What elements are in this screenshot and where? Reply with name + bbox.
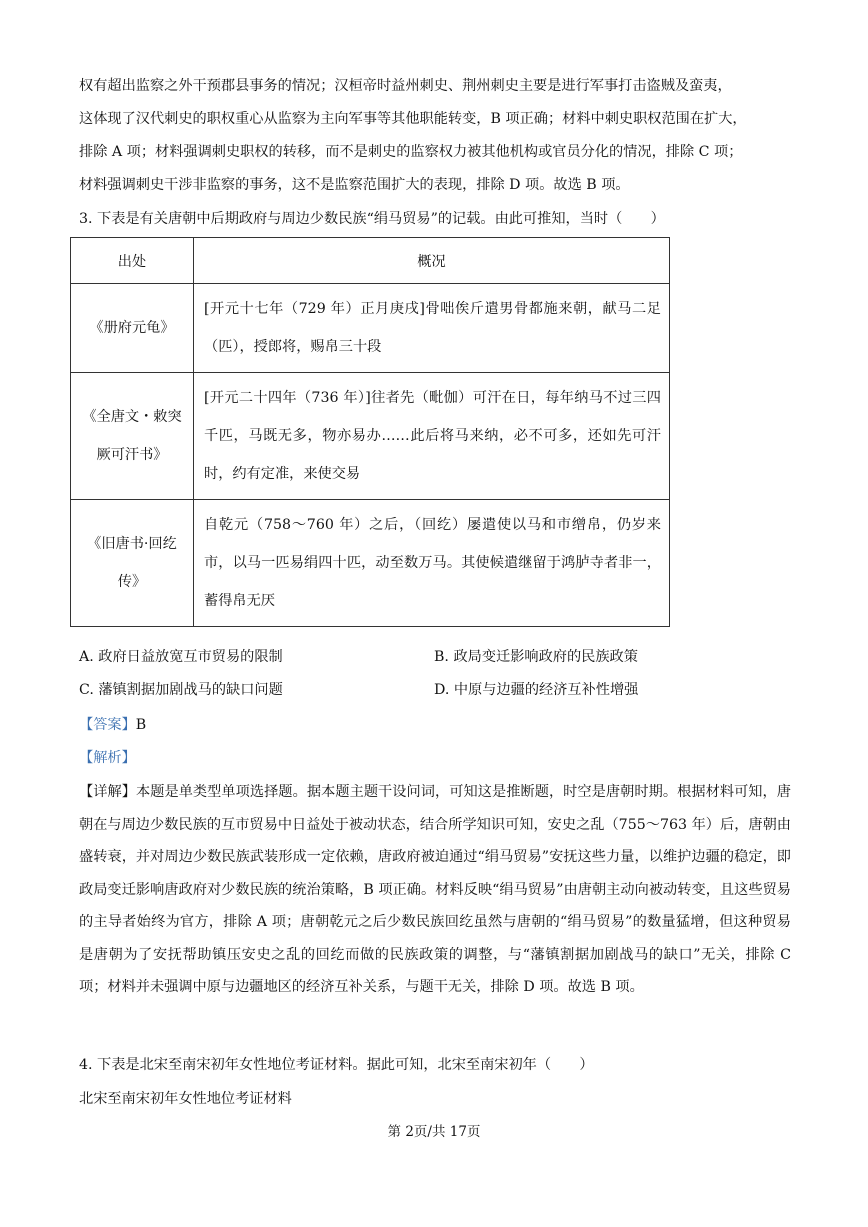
option-b: B. 政局变迁影响政府的民族政策	[434, 649, 638, 665]
row-source: 《旧唐书·回纥传》	[71, 500, 194, 627]
silk-horse-trade-table	[70, 237, 670, 627]
row-content: [开元十七年（729 年）正月庚戌]骨咄俟斤遣男骨都施来朝，献马二足（匹），授郎将，赐帛三十段	[194, 284, 670, 373]
option-a: A. 政府日益放宽互市贸易的限制	[79, 649, 283, 665]
header-content: 概况	[194, 238, 670, 284]
option-c: C. 藩镇割据加剧战马的缺口问题	[79, 682, 283, 698]
option-d: D. 中原与边疆的经济互补性增强	[434, 682, 639, 698]
table-header-row	[71, 238, 670, 284]
question-4-caption: 北宋至南宋初年女性地位考证材料	[79, 1091, 292, 1107]
table-row	[71, 284, 670, 373]
row-content: 自乾元（758～760 年）之后，（回纥）屡遣使以马和市缯帛，仍岁来市，以马一匹易绢四十匹，动至数万马。其使候遣继留于鸿胪寺者非一，蓄得帛无厌	[194, 500, 670, 627]
detail-label: 【详解】	[79, 784, 136, 800]
text-line: 权有超出监察之外干预郡县事务的情况；汉桓帝时益州刺史、荆州刺史主要是进行军事打击盗贼及蛮夷，	[79, 78, 732, 94]
detail-text: 本题是单类型单项选择题。据本题主题干设问词，可知这是推断题，时空是唐朝时期。根据材料可知，唐朝在与周边少数民族的互市贸易中日益处于被动状态，结合所学知识可知，安史之乱（755～763 年）后，唐朝由盛转衰，并对周边少数民族武装形成一定依赖，唐政府被迫通过“绢马贸易”安抚这些力量，以维护边疆的稳定，即政局变迁影响唐政府对少数民族的统治策略，B 项正确。材料反映“绢马贸易”由唐朝主动向被动转变，且这些贸易的主导者始终为官方，排除 A 项；唐朝乾元之后少数民族回纥虽然与唐朝的“绢马贸易”的数量猛增，但这种贸易是唐朝为了安抚帮助镇压安史之乱的回纥而做的民族政策的调整，与“藩镇割据加剧战马的缺口”无关，排除 C 项；材料并未强调中原与边疆地区的经济互补关系，与题干无关，排除 D 项。故选 B 项。	[79, 784, 791, 995]
question-4-stem: 4. 下表是北宋至南宋初年女性地位考证材料。据此可知，北宋至南宋初年（ ）	[79, 1057, 594, 1073]
answer-label: 【答案】	[79, 717, 136, 733]
text-line: 这体现了汉代刺史的职权重心从监察为主向军事等其他职能转变，B 项正确；材料中刺史职权范围在扩大，	[79, 111, 747, 127]
text-line: 排除 A 项；材料强调刺史职权的转移，而不是刺史的监察权力被其他机构或官员分化的情况，排除 C 项；	[79, 144, 743, 160]
header-source: 出处	[71, 238, 194, 284]
detail-paragraph	[79, 776, 791, 1004]
row-source: 《册府元龟》	[71, 284, 194, 373]
row-source: 《全唐文・敕突厥可汗书》	[71, 373, 194, 500]
page-footer: 第 2页/共 17页	[387, 1124, 481, 1140]
analysis-line	[79, 748, 136, 768]
answer-line	[79, 715, 146, 735]
question-3-stem: 3. 下表是有关唐朝中后期政府与周边少数民族“绢马贸易”的记载。由此可推知，当时（ ）	[79, 211, 665, 227]
answer-value: B	[135, 717, 147, 733]
analysis-label: 【解析】	[79, 750, 136, 766]
table-row	[71, 500, 670, 627]
text-line: 材料强调刺史干涉非监察的事务，这不是监察范围扩大的表现，排除 D 项。故选 B 项。	[79, 177, 630, 193]
table-row	[71, 373, 670, 500]
row-content: [开元二十四年（736 年）]往者先（毗伽）可汗在日，每年纳马不过三四千匹，马既无多，物亦易办……此后将马来纳，必不可多，还如先可汗时，约有定准，来使交易	[194, 373, 670, 500]
